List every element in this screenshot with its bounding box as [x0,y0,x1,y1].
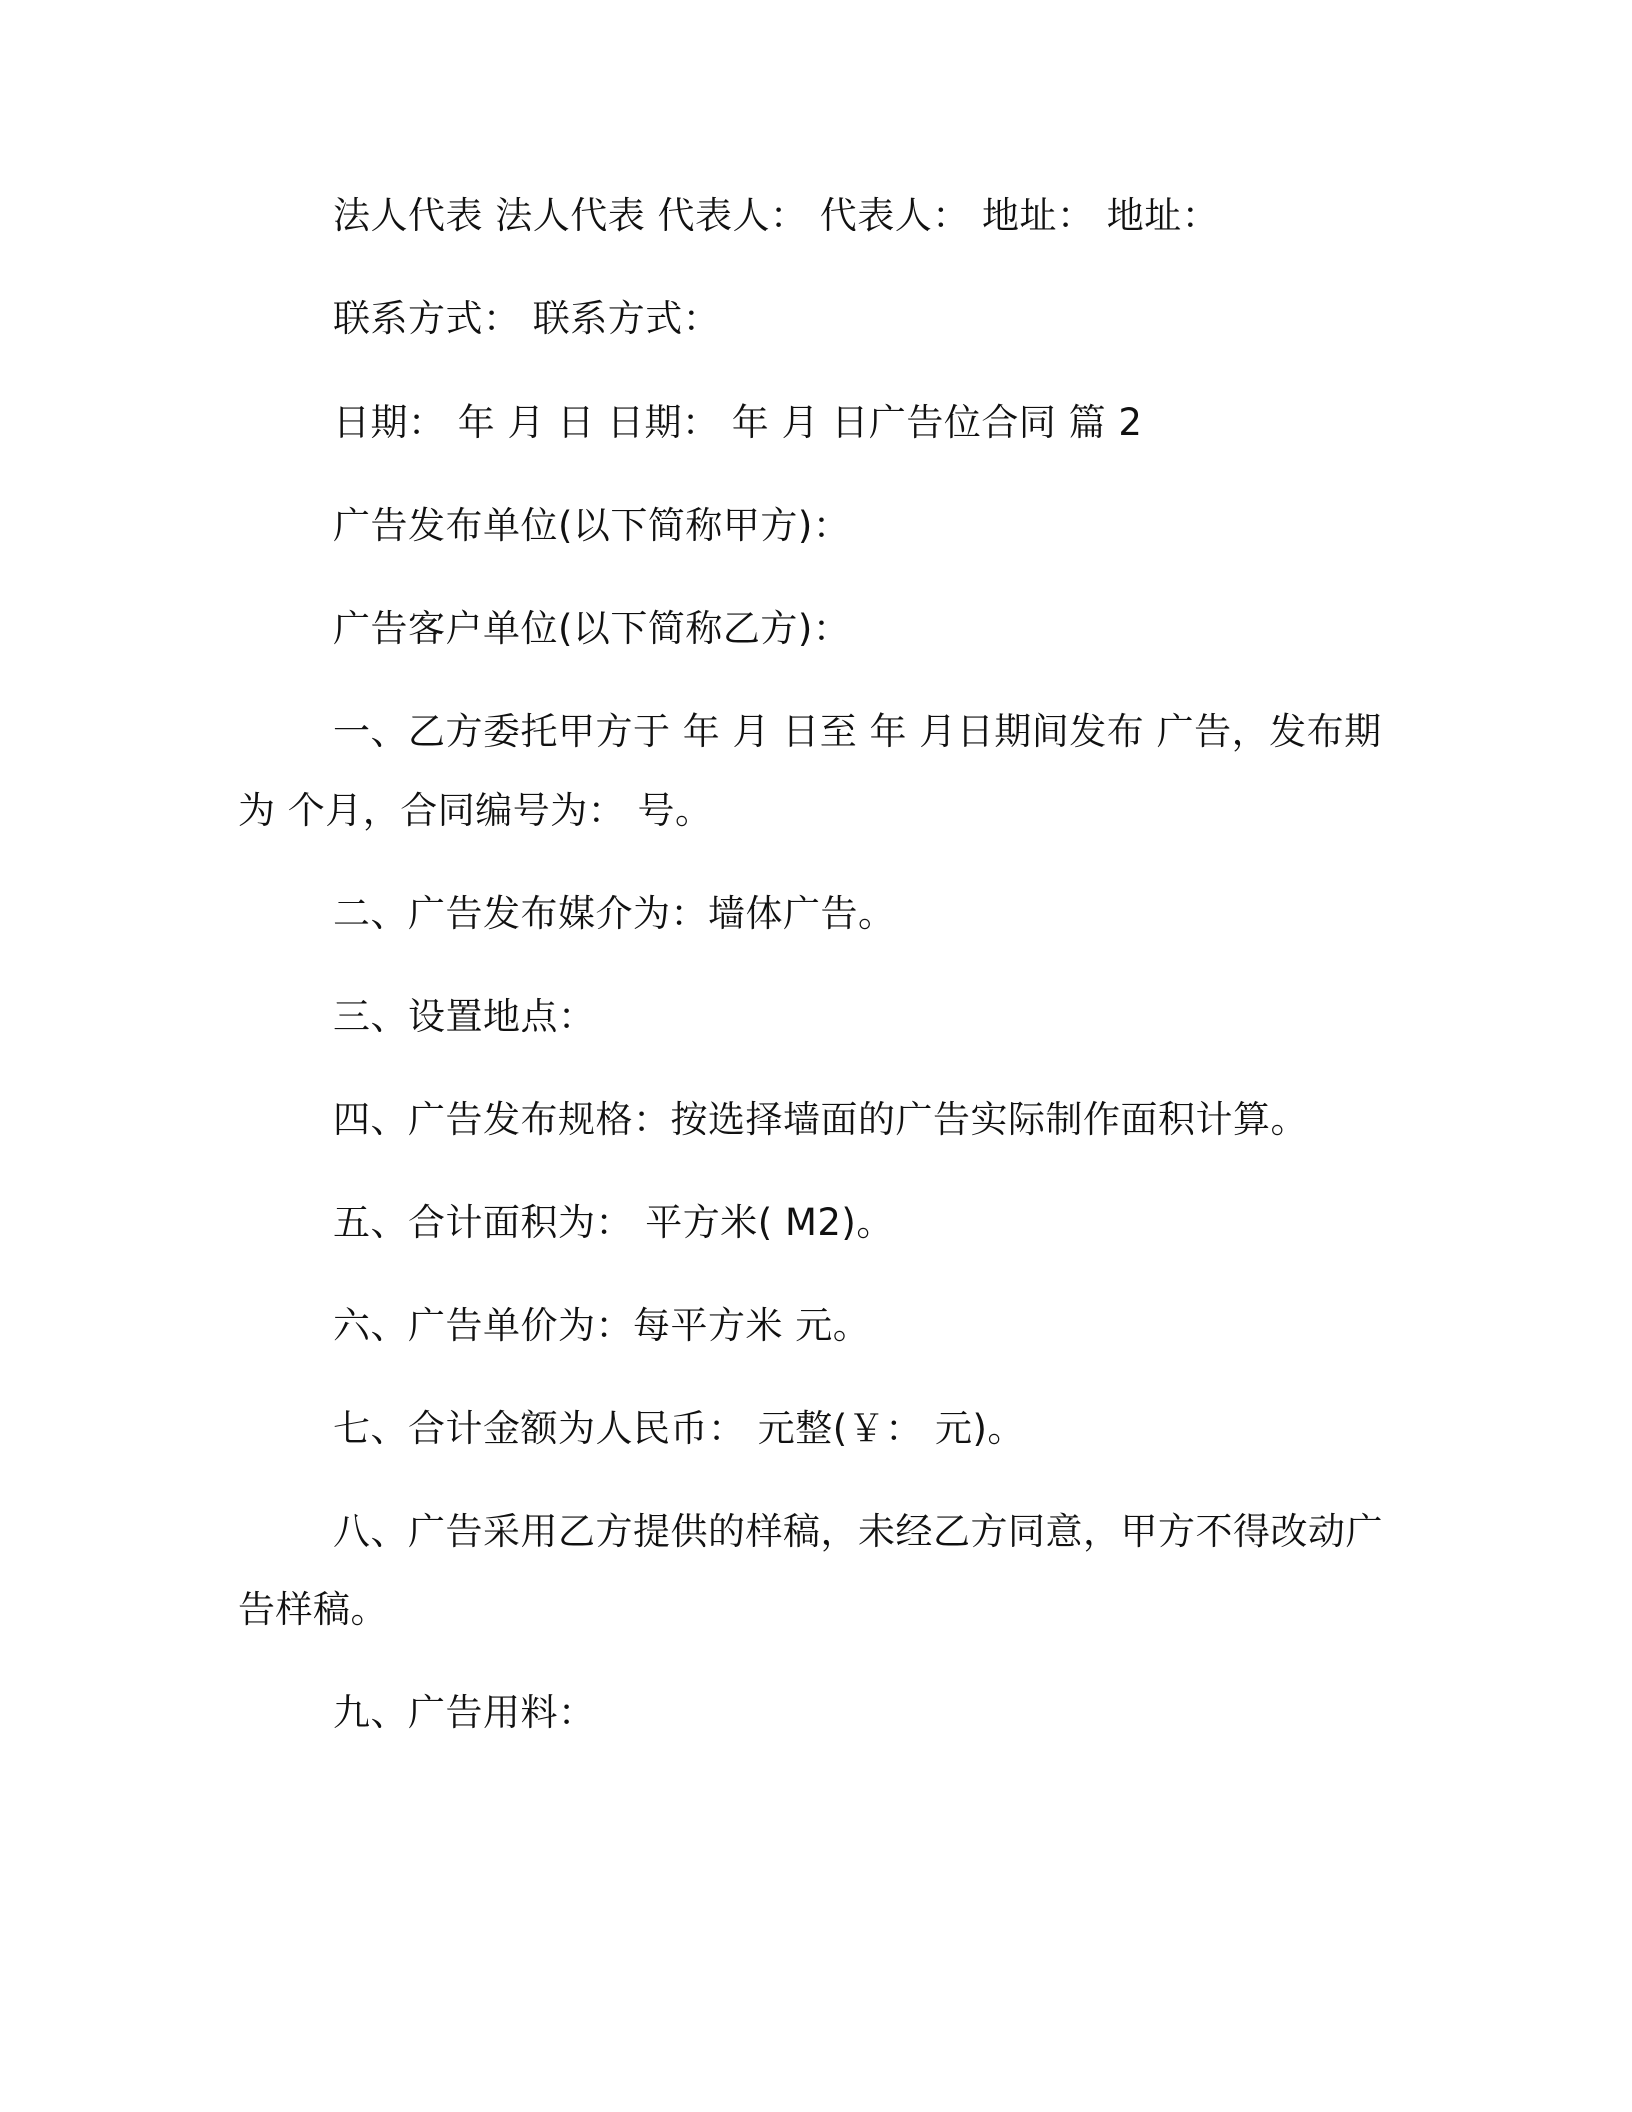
clause-1-line-1: 一、乙方委托甲方于 年 月 日至 年 月日期间发布 广告，发布期 [333,710,1382,753]
clause-4: 四、广告发布规格：按选择墙面的广告实际制作面积计算。 [333,1098,1308,1141]
clause-8-line-1: 八、广告采用乙方提供的样稿，未经乙方同意，甲方不得改动广 [333,1510,1383,1553]
party-a-line: 广告发布单位(以下简称甲方)： [333,504,851,547]
clause-5: 五、合计面积为： 平方米( M2)。 [333,1201,894,1244]
party-b-line: 广告客户单位(以下简称乙方)： [333,607,851,650]
clause-3: 三、设置地点： [333,995,596,1038]
contact-line: 联系方式： 联系方式： [333,297,721,340]
clause-1-line-2: 为 个月，合同编号为： 号。 [238,789,713,832]
clause-6: 六、广告单价为：每平方米 元。 [333,1304,871,1347]
clause-7: 七、合计金额为人民币： 元整(￥： 元)。 [333,1407,1025,1450]
clause-2: 二、广告发布媒介为：墙体广告。 [333,892,896,935]
clause-8-line-2: 告样稿。 [238,1588,388,1631]
date-and-title-line: 日期： 年 月 日 日期： 年 月 日广告位合同 篇 2 [333,401,1143,444]
signature-representative-address-line: 法人代表 法人代表 代表人： 代表人： 地址： 地址： [333,194,1220,237]
clause-9: 九、广告用料： [333,1691,596,1734]
